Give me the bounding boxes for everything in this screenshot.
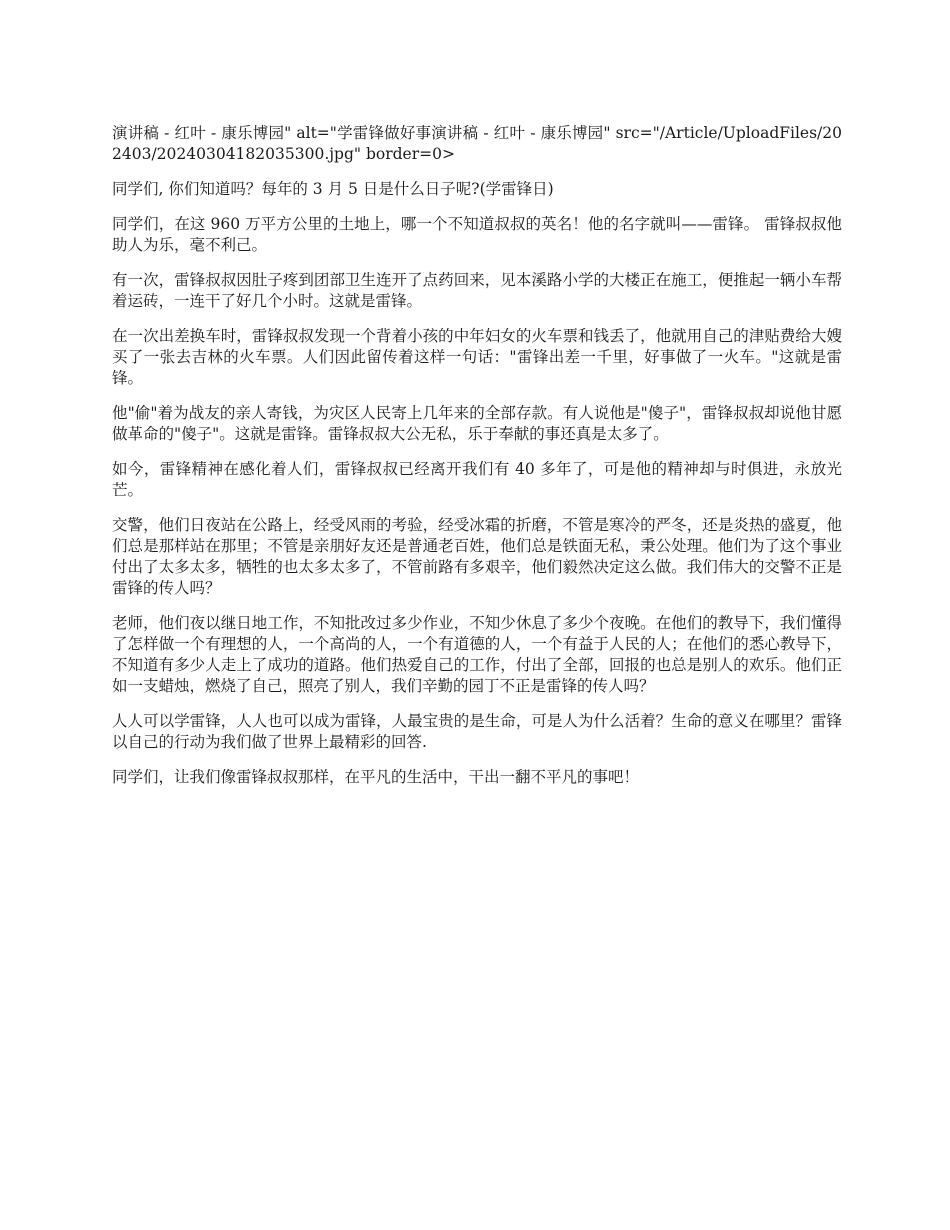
- paragraph-10: 同学们，让我们像雷锋叔叔那样，在平凡的生活中，干出一翻不平凡的事吧！: [112, 768, 640, 786]
- paragraph-3: 有一次，雷锋叔叔因肚子疼到团部卫生连开了点药回来，见本溪路小学的大楼正在施工，便推起一辆小车帮着运砖，一连干了好几个小时。这就是雷锋。: [112, 271, 842, 310]
- paragraph-2: 同学们，在这 960 万平方公里的土地上，哪一个不知道叔叔的英名！他的名字就叫——雷锋。 雷锋叔叔他助人为乐，毫不利己。: [112, 215, 842, 254]
- paragraph-4: 在一次出差换车时，雷锋叔叔发现一个背着小孩的中年妇女的火车票和钱丢了，他就用自己的津贴费给大嫂买了一张去吉林的火车票。人们因此留传着这样一句话："雷锋出差一千里，好事做了一火车。"这就是雷锋。: [112, 327, 842, 387]
- document-body: [112, 123, 842, 802]
- paragraph-5: 他"偷"着为战友的亲人寄钱，为灾区人民寄上几年来的全部存款。有人说他是"傻子"，雷锋叔叔却说他甘愿做革命的"傻子"。这就是雷锋。雷锋叔叔大公无私，乐于奉献的事还真是太多了。: [112, 404, 842, 443]
- paragraph-9: 人人可以学雷锋，人人也可以成为雷锋，人最宝贵的是生命，可是人为什么活着？生命的意义在哪里？雷锋以自己的行动为我们做了世界上最精彩的回答.: [112, 712, 842, 751]
- paragraph-8: 老师，他们夜以继日地工作，不知批改过多少作业，不知少休息了多少个夜晚。在他们的教导下，我们懂得了怎样做一个有理想的人，一个高尚的人，一个有道德的人，一个有益于人民的人；在他们的悉心教导下，不知道有多少人走上了成功的道路。他们热爱自己的工作，付出了全部，回报的也总是别人的欢乐。他们正如一支蜡烛，燃烧了自己，照亮了别人，我们辛勤的园丁不正是雷锋的传人吗？: [112, 614, 842, 695]
- paragraph-7: 交警，他们日夜站在公路上，经受风雨的考验，经受冰霜的折磨，不管是寒冷的严冬，还是炎热的盛夏，他们总是那样站在那里；不管是亲朋好友还是普通老百姓，他们总是铁面无私，秉公处理。他们为了这个事业付出了太多太多，牺牲的也太多太多了，不管前路有多艰辛，他们毅然决定这么做。我们伟大的交警不正是雷锋的传人吗？: [112, 516, 842, 597]
- paragraph-1: 同学们, 你们知道吗？每年的 3 月 5 日是什么日子呢?(学雷锋日): [112, 180, 554, 198]
- paragraph-6: 如今，雷锋精神在感化着人们，雷锋叔叔已经离开我们有 40 多年了，可是他的精神却与时俱进，永放光芒。: [112, 460, 842, 499]
- header-snippet: 演讲稿 - 红叶 - 康乐博园" alt="学雷锋做好事演讲稿 - 红叶 - 康乐博园" src="/Article/UploadFiles/202403/20240304182035300.jpg" border=0>: [112, 124, 842, 163]
